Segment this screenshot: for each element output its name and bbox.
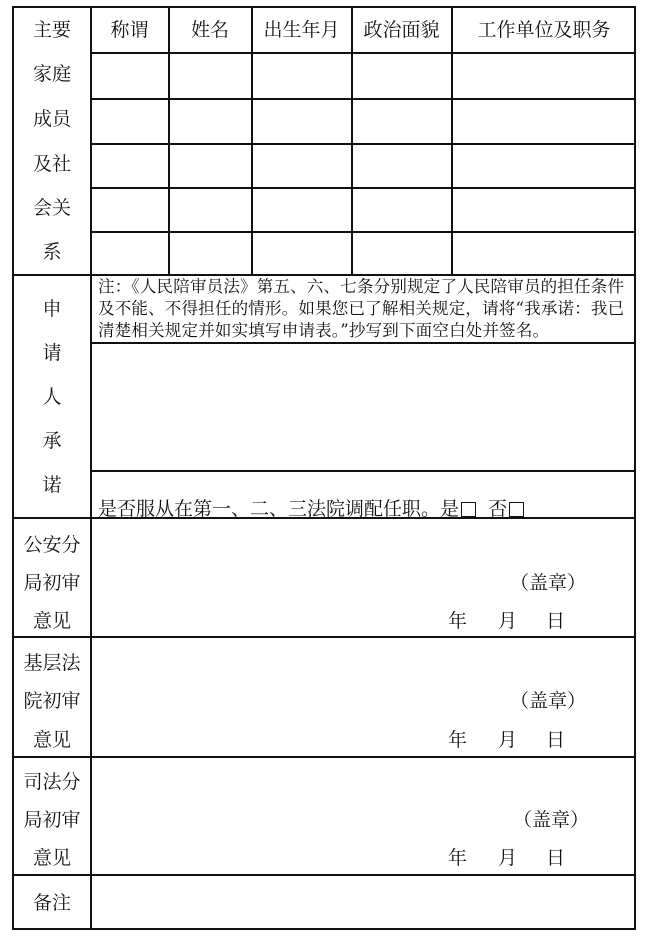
grid-line bbox=[251, 8, 253, 274]
review-label-line: 院初审 bbox=[23, 690, 81, 712]
pledge-label-char: 人 bbox=[42, 386, 62, 408]
grid-line bbox=[90, 231, 634, 233]
yes-checkbox[interactable] bbox=[461, 502, 476, 517]
month-label: 月 bbox=[498, 610, 518, 632]
pledge-note bbox=[98, 276, 630, 342]
review-label-line: 司法分 bbox=[23, 771, 81, 793]
family-label-line: 成员 bbox=[32, 108, 71, 130]
year-label: 年 bbox=[448, 847, 468, 869]
note-line: 注：《人民陪审员法》第五、六、七条分别规定了人民陪审员的担任条件 bbox=[98, 277, 625, 296]
pledge-label-char: 诺 bbox=[42, 474, 62, 496]
grid-line bbox=[14, 874, 634, 876]
day-label: 日 bbox=[546, 847, 566, 869]
grid-line bbox=[451, 8, 453, 274]
pledge-label-char: 承 bbox=[42, 430, 62, 452]
grid-line bbox=[90, 8, 92, 928]
grid-line bbox=[351, 8, 353, 274]
column-header-title: 称谓 bbox=[110, 19, 149, 41]
column-header-political-status: 政治面貌 bbox=[363, 19, 440, 41]
review-label-line: 意见 bbox=[32, 610, 71, 632]
grid-line bbox=[90, 98, 634, 100]
transfer-question-text: 是否服从在第一、二、三法院调配任职。 bbox=[98, 498, 441, 520]
month-label: 月 bbox=[498, 729, 518, 751]
note-line: 清楚相关规定并如实填写申请表。”抄写到下面空白处并签名。 bbox=[98, 321, 550, 340]
seal-label: （盖章） bbox=[513, 809, 590, 831]
column-header-name: 姓名 bbox=[190, 19, 229, 41]
application-form bbox=[12, 6, 636, 930]
review-label-line: 意见 bbox=[32, 847, 71, 869]
remarks-label: 备注 bbox=[32, 892, 71, 914]
transfer-question bbox=[98, 494, 524, 521]
review-label-line: 公安分 bbox=[23, 534, 81, 556]
review-label-line: 局初审 bbox=[23, 572, 81, 594]
family-label-line: 及社 bbox=[32, 153, 71, 175]
no-label: 否 bbox=[488, 498, 508, 520]
seal-label: （盖章） bbox=[510, 572, 587, 594]
family-label-line: 家庭 bbox=[32, 63, 71, 85]
review-label-line: 基层法 bbox=[23, 652, 81, 674]
grid-line bbox=[168, 8, 170, 274]
seal-label: （盖章） bbox=[510, 690, 587, 712]
column-header-employer-position: 工作单位及职务 bbox=[477, 19, 611, 41]
grid-line bbox=[90, 470, 634, 472]
family-label-line: 会关 bbox=[32, 197, 71, 219]
review-label-line: 意见 bbox=[32, 729, 71, 751]
year-label: 年 bbox=[448, 729, 468, 751]
grid-line bbox=[90, 342, 634, 344]
yes-label: 是 bbox=[440, 498, 460, 520]
year-label: 年 bbox=[448, 610, 468, 632]
day-label: 日 bbox=[546, 610, 566, 632]
review-label-line: 局初审 bbox=[23, 809, 81, 831]
day-label: 日 bbox=[546, 729, 566, 751]
family-label-line: 系 bbox=[42, 241, 62, 263]
pledge-label-char: 请 bbox=[42, 342, 62, 364]
note-line: 及不能、不得担任的情形。如果您已了解相关规定，请将“我承诺：我已 bbox=[98, 299, 625, 318]
month-label: 月 bbox=[498, 847, 518, 869]
no-checkbox[interactable] bbox=[509, 502, 524, 517]
pledge-label-char: 申 bbox=[42, 298, 62, 320]
grid-line bbox=[14, 636, 634, 638]
grid-line bbox=[90, 52, 634, 54]
family-label-line: 主要 bbox=[32, 19, 71, 41]
column-header-birth: 出生年月 bbox=[263, 19, 340, 41]
grid-line bbox=[90, 187, 634, 189]
grid-line bbox=[90, 143, 634, 145]
grid-line bbox=[14, 756, 634, 758]
